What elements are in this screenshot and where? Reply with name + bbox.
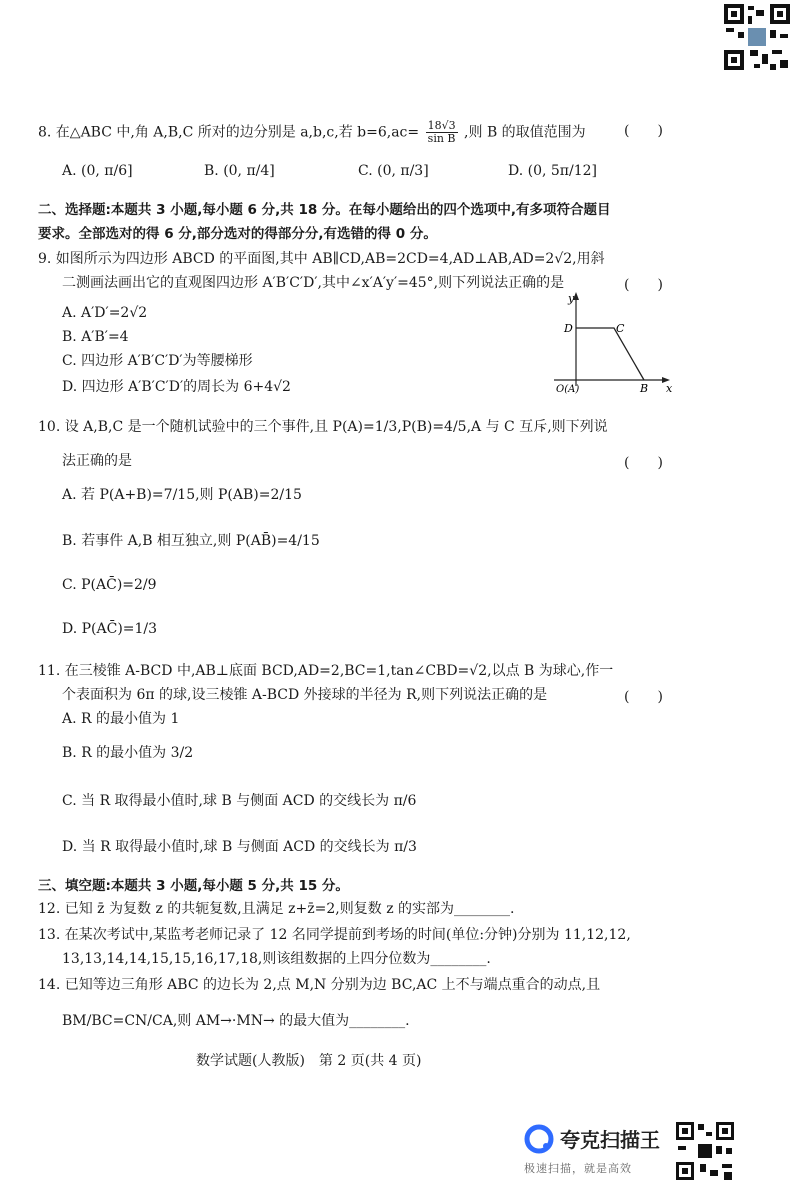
section2-heading-cont: 要求。全部选对的得 6 分,部分选对的得部分分,有选错的得 0 分。 xyxy=(38,226,437,242)
q11-option-d: D. 当 R 取得最小值时,球 B 与侧面 ACD 的交线长为 π/3 xyxy=(62,839,417,855)
q10-option-a: A. 若 P(A+B)=7/15,则 P(AB)=2/15 xyxy=(62,487,302,503)
q10-stem-line2: 法正确的是 xyxy=(62,453,132,469)
q10-option-b: B. 若事件 A,B 相互独立,则 P(AB̄)=4/15 xyxy=(62,533,320,549)
q10-stem-line1: 10. 设 A,B,C 是一个随机试验中的三个事件,且 P(A)=1/3,P(B)=4/5,A 与 C 互斥,则下列说 xyxy=(38,419,608,435)
q11-answer-paren: ( ) xyxy=(624,689,663,705)
label-c: C xyxy=(616,322,625,335)
q9-option-d: D. 四边形 A′B′C′D′的周长为 6+4√2 xyxy=(62,379,291,395)
brand-name: 夸克扫描王 xyxy=(560,1128,660,1152)
brand-slogan: 极速扫描，就是高效 xyxy=(524,1162,632,1175)
label-b: B xyxy=(640,382,649,395)
page-footer: 数学试题(人教版) 第 2 页(共 4 页) xyxy=(196,1053,422,1069)
section2-heading: 二、选择题:本题共 3 小题,每小题 6 分,共 18 分。在每小题给出的四个选项中,有多项符合题目 xyxy=(38,202,611,218)
q10-option-d: D. P(AC̄)=1/3 xyxy=(62,621,158,637)
q8-option-d: D. (0, 5π/12] xyxy=(508,163,597,179)
q8-option-b: B. (0, π/4] xyxy=(204,163,275,179)
label-x: x xyxy=(666,382,673,395)
q9-option-c: C. 四边形 A′B′C′D′为等腰梯形 xyxy=(62,353,253,369)
label-y: y xyxy=(568,292,575,305)
q9-option-b: B. A′B′=4 xyxy=(62,329,129,345)
q8-stem: 8. 在△ABC 中,角 A,B,C 所对的边分别是 a,b,c,若 b=6,ac= $\frac{18√3}{\text{sin B}}$ ,则 B 的取值范围为 xyxy=(38,119,586,145)
q9-stem-line2: 二测画法画出它的直观图四边形 A′B′C′D′,其中∠x′A′y′=45°,则下列说法正确的是 xyxy=(62,275,565,291)
qr-code-bottom xyxy=(676,1122,734,1180)
quark-logo-icon xyxy=(524,1124,554,1154)
section3-heading: 三、填空题:本题共 3 小题,每小题 5 分,共 15 分。 xyxy=(38,878,349,894)
q8-answer-paren: ( ) xyxy=(624,123,663,139)
q8-fraction: $\frac{18√3}{\text{sin B}}$ xyxy=(427,119,456,145)
q9-answer-paren: ( ) xyxy=(624,277,663,293)
q12-stem: 12. 已知 z̄ 为复数 z 的共轭复数,且满足 z+z̄=2,则复数 z 的实部为________. xyxy=(38,901,515,917)
q10-option-c: C. P(AC̄)=2/9 xyxy=(62,577,157,593)
q11-option-a: A. R 的最小值为 1 xyxy=(62,711,180,727)
q10-answer-paren: ( ) xyxy=(624,455,663,471)
q8-option-a: A. (0, π/6] xyxy=(62,163,133,179)
q9-figure xyxy=(548,290,678,396)
q11-stem-line2: 个表面积为 6π 的球,设三棱锥 A-BCD 外接球的半径为 R,则下列说法正确的是 xyxy=(62,687,548,703)
label-d: D xyxy=(564,322,573,335)
q13-stem-line2: 13,13,14,14,15,15,16,17,18,则该组数据的上四分位数为________. xyxy=(62,951,491,967)
q9-stem-line1: 9. 如图所示为四边形 ABCD 的平面图,其中 AB∥CD,AB=2CD=4,AD⊥AB,AD=2√2,用斜 xyxy=(38,251,605,267)
trapezoid-abcd xyxy=(576,328,644,380)
qr-code-top xyxy=(724,4,790,70)
label-origin: O(A) xyxy=(556,384,580,395)
q13-stem-line1: 13. 在某次考试中,某监考老师记录了 12 名同学提前到考场的时间(单位:分钟)分别为 11,12,12, xyxy=(38,927,631,943)
q14-stem-line2: BM/BC=CN/CA,则 AM→·MN→ 的最大值为________. xyxy=(62,1013,410,1029)
q11-option-c: C. 当 R 取得最小值时,球 B 与侧面 ACD 的交线长为 π/6 xyxy=(62,793,417,809)
q14-stem-line1: 14. 已知等边三角形 ABC 的边长为 2,点 M,N 分别为边 BC,AC 上不与端点重合的动点,且 xyxy=(38,977,601,993)
q11-option-b: B. R 的最小值为 3/2 xyxy=(62,745,194,761)
q9-option-a: A. A′D′=2√2 xyxy=(62,305,148,321)
q11-stem-line1: 11. 在三棱锥 A-BCD 中,AB⊥底面 BCD,AD=2,BC=1,tan∠CBD=√2,以点 B 为球心,作一 xyxy=(38,663,614,679)
q8-option-c: C. (0, π/3] xyxy=(358,163,429,179)
